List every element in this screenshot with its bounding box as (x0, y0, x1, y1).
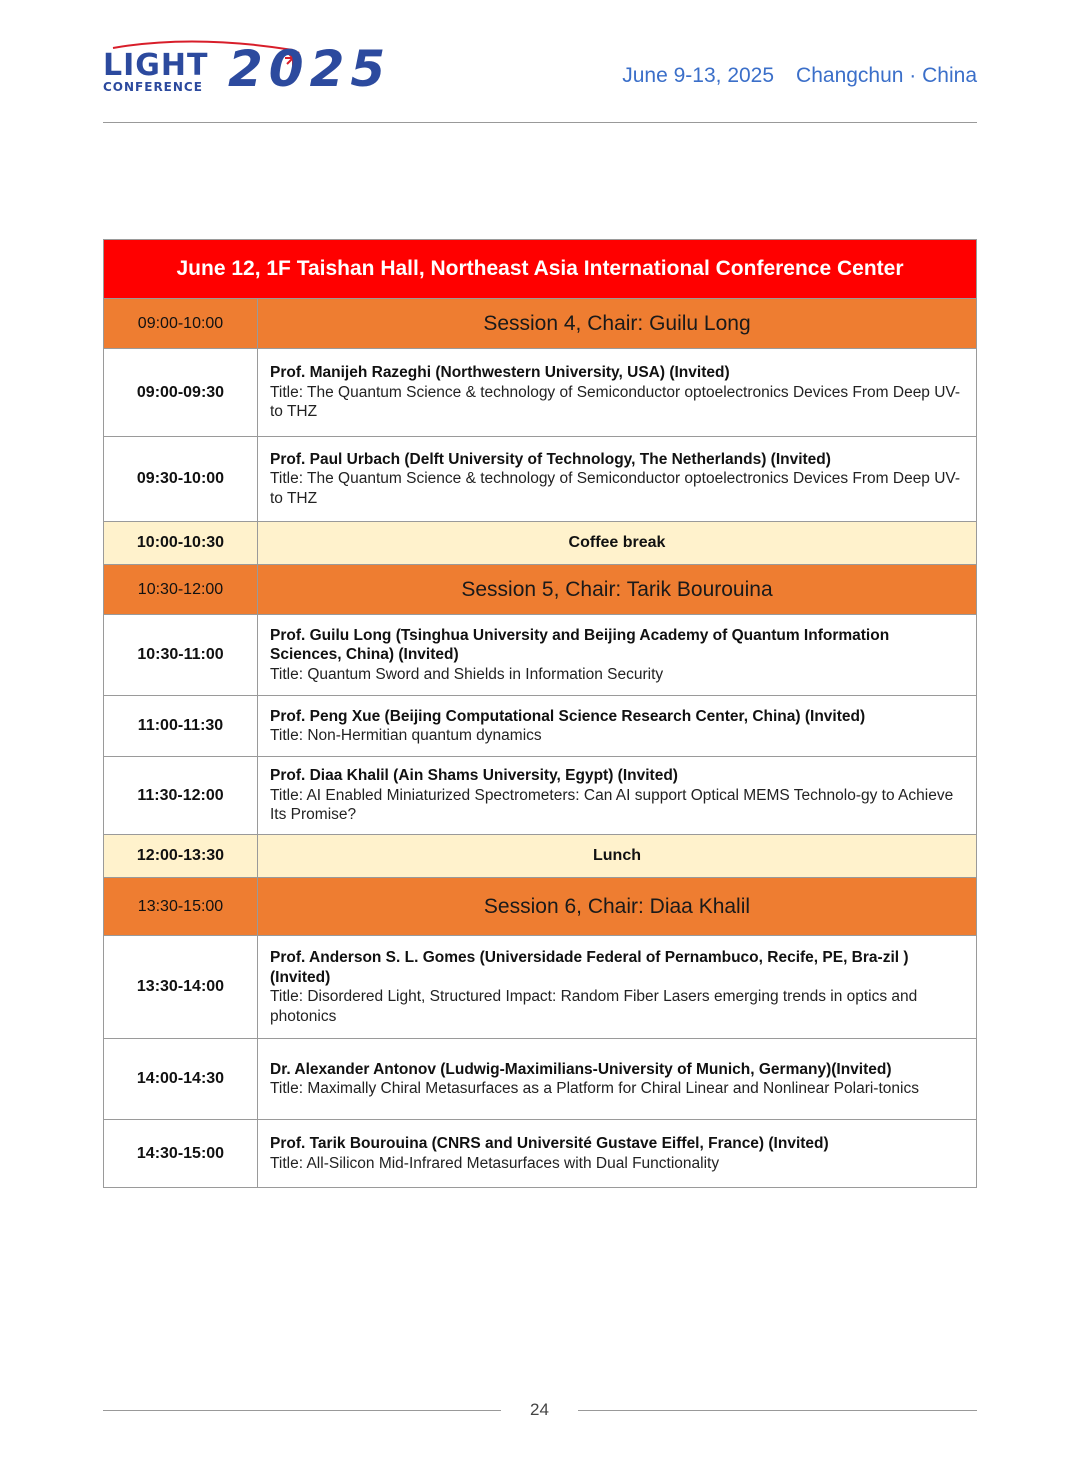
row-time: 09:00-09:30 (104, 349, 258, 437)
talk-details (258, 1039, 977, 1120)
row-time: 14:00-14:30 (104, 1039, 258, 1120)
talk-row (104, 757, 977, 835)
talk-details (258, 437, 977, 522)
row-time: 12:00-13:30 (104, 835, 258, 878)
speaker-name: Prof. Tarik Bourouina (CNRS and Université Gustave Eiffel, France) (Invited) (270, 1135, 829, 1152)
talk-row (104, 1039, 977, 1120)
talk-title: Title: Maximally Chiral Metasurfaces as a Platform for Chiral Linear and Nonlinear Polari-tonics (270, 1080, 919, 1097)
speaker-name: Prof. Anderson S. L. Gomes (Universidade Federal of Pernambuco, Recife, PE, Bra-zil ) (Invited) (270, 949, 909, 986)
talk-row (104, 615, 977, 696)
talk-details (258, 757, 977, 835)
footer-divider-left (103, 1410, 501, 1411)
break-label: Lunch (258, 835, 977, 878)
break-label: Coffee break (258, 522, 977, 565)
session-title: Session 5, Chair: Tarik Bourouina (258, 565, 977, 615)
speaker-name: Prof. Peng Xue (Beijing Computational Science Research Center, China) (Invited) (270, 707, 866, 725)
conference-dates: June 9-13, 2025 (622, 64, 775, 87)
logo-subtitle: CONFERENCE (103, 80, 203, 94)
talk-title: Title: The Quantum Science & technology of Semiconductor optoelectronics Devices From Deep UV- to THZ (270, 470, 961, 507)
talk-details (258, 1120, 977, 1188)
session-title: Session 6, Chair: Diaa Khalil (258, 878, 977, 936)
row-time: 10:00-10:30 (104, 522, 258, 565)
row-time: 10:30-12:00 (104, 565, 258, 615)
header-divider (103, 122, 977, 123)
conference-location: Changchun · China (796, 64, 977, 87)
row-time: 11:00-11:30 (104, 696, 258, 757)
talk-details (258, 615, 977, 696)
logo-word: LIGHT (103, 48, 209, 83)
talk-title: Title: Disordered Light, Structured Impact: Random Fiber Lasers emerging trends in optics and photonics (270, 988, 918, 1025)
schedule-title-row (104, 240, 977, 299)
page-header (103, 38, 977, 98)
talk-details (258, 936, 977, 1039)
footer-divider-right (578, 1410, 977, 1411)
break-row (104, 835, 977, 878)
speaker-name: Prof. Guilu Long (Tsinghua University and Beijing Academy of Quantum Information Sciences, China) (Invited) (270, 626, 890, 664)
schedule-table (103, 239, 977, 1188)
speaker-name: Prof. Diaa Khalil (Ain Shams University, Egypt) (Invited) (270, 767, 678, 785)
row-time: 11:30-12:00 (104, 757, 258, 835)
talk-title: Title: All-Silicon Mid-Infrared Metasurfaces with Dual Functionality (270, 1154, 720, 1172)
conference-logo (103, 38, 413, 98)
row-time: 14:30-15:00 (104, 1120, 258, 1188)
row-time: 13:30-14:00 (104, 936, 258, 1039)
row-time: 10:30-11:00 (104, 615, 258, 696)
row-time: 09:00-10:00 (104, 299, 258, 349)
session-header-row (104, 299, 977, 349)
talk-details (258, 696, 977, 757)
speaker-name: Prof. Paul Urbach (Delft University of Technology, The Netherlands) (Invited) (270, 450, 831, 468)
talk-title: Title: AI Enabled Miniaturized Spectrometers: Can AI support Optical MEMS Technolo-gy to Achieve Its Promise? (270, 786, 954, 824)
row-time: 09:30-10:00 (104, 437, 258, 522)
logo-year: 2025 (228, 40, 392, 98)
talk-row (104, 936, 977, 1039)
talk-details (258, 349, 977, 437)
session-header-row (104, 878, 977, 936)
talk-row (104, 696, 977, 757)
schedule-title: June 12, 1F Taishan Hall, Northeast Asia International Conference Center (104, 240, 977, 299)
talk-row (104, 349, 977, 437)
talk-title: Title: Quantum Sword and Shields in Information Security (270, 665, 664, 683)
conference-meta (622, 64, 977, 88)
talk-title: Title: The Quantum Science & technology of Semiconductor optoelectronics Devices From Deep UV- to THZ (270, 383, 961, 421)
break-row (104, 522, 977, 565)
talk-row (104, 1120, 977, 1188)
session-title: Session 4, Chair: Guilu Long (258, 299, 977, 349)
speaker-name: Dr. Alexander Antonov (Ludwig-Maximilians-University of Munich, Germany)(Invited) (270, 1060, 892, 1078)
speaker-name: Prof. Manijeh Razeghi (Northwestern University, USA) (Invited) (270, 364, 730, 382)
session-header-row (104, 565, 977, 615)
page-number: 24 (530, 1400, 549, 1419)
row-time: 13:30-15:00 (104, 878, 258, 936)
talk-row (104, 437, 977, 522)
talk-title: Title: Non-Hermitian quantum dynamics (270, 727, 542, 744)
